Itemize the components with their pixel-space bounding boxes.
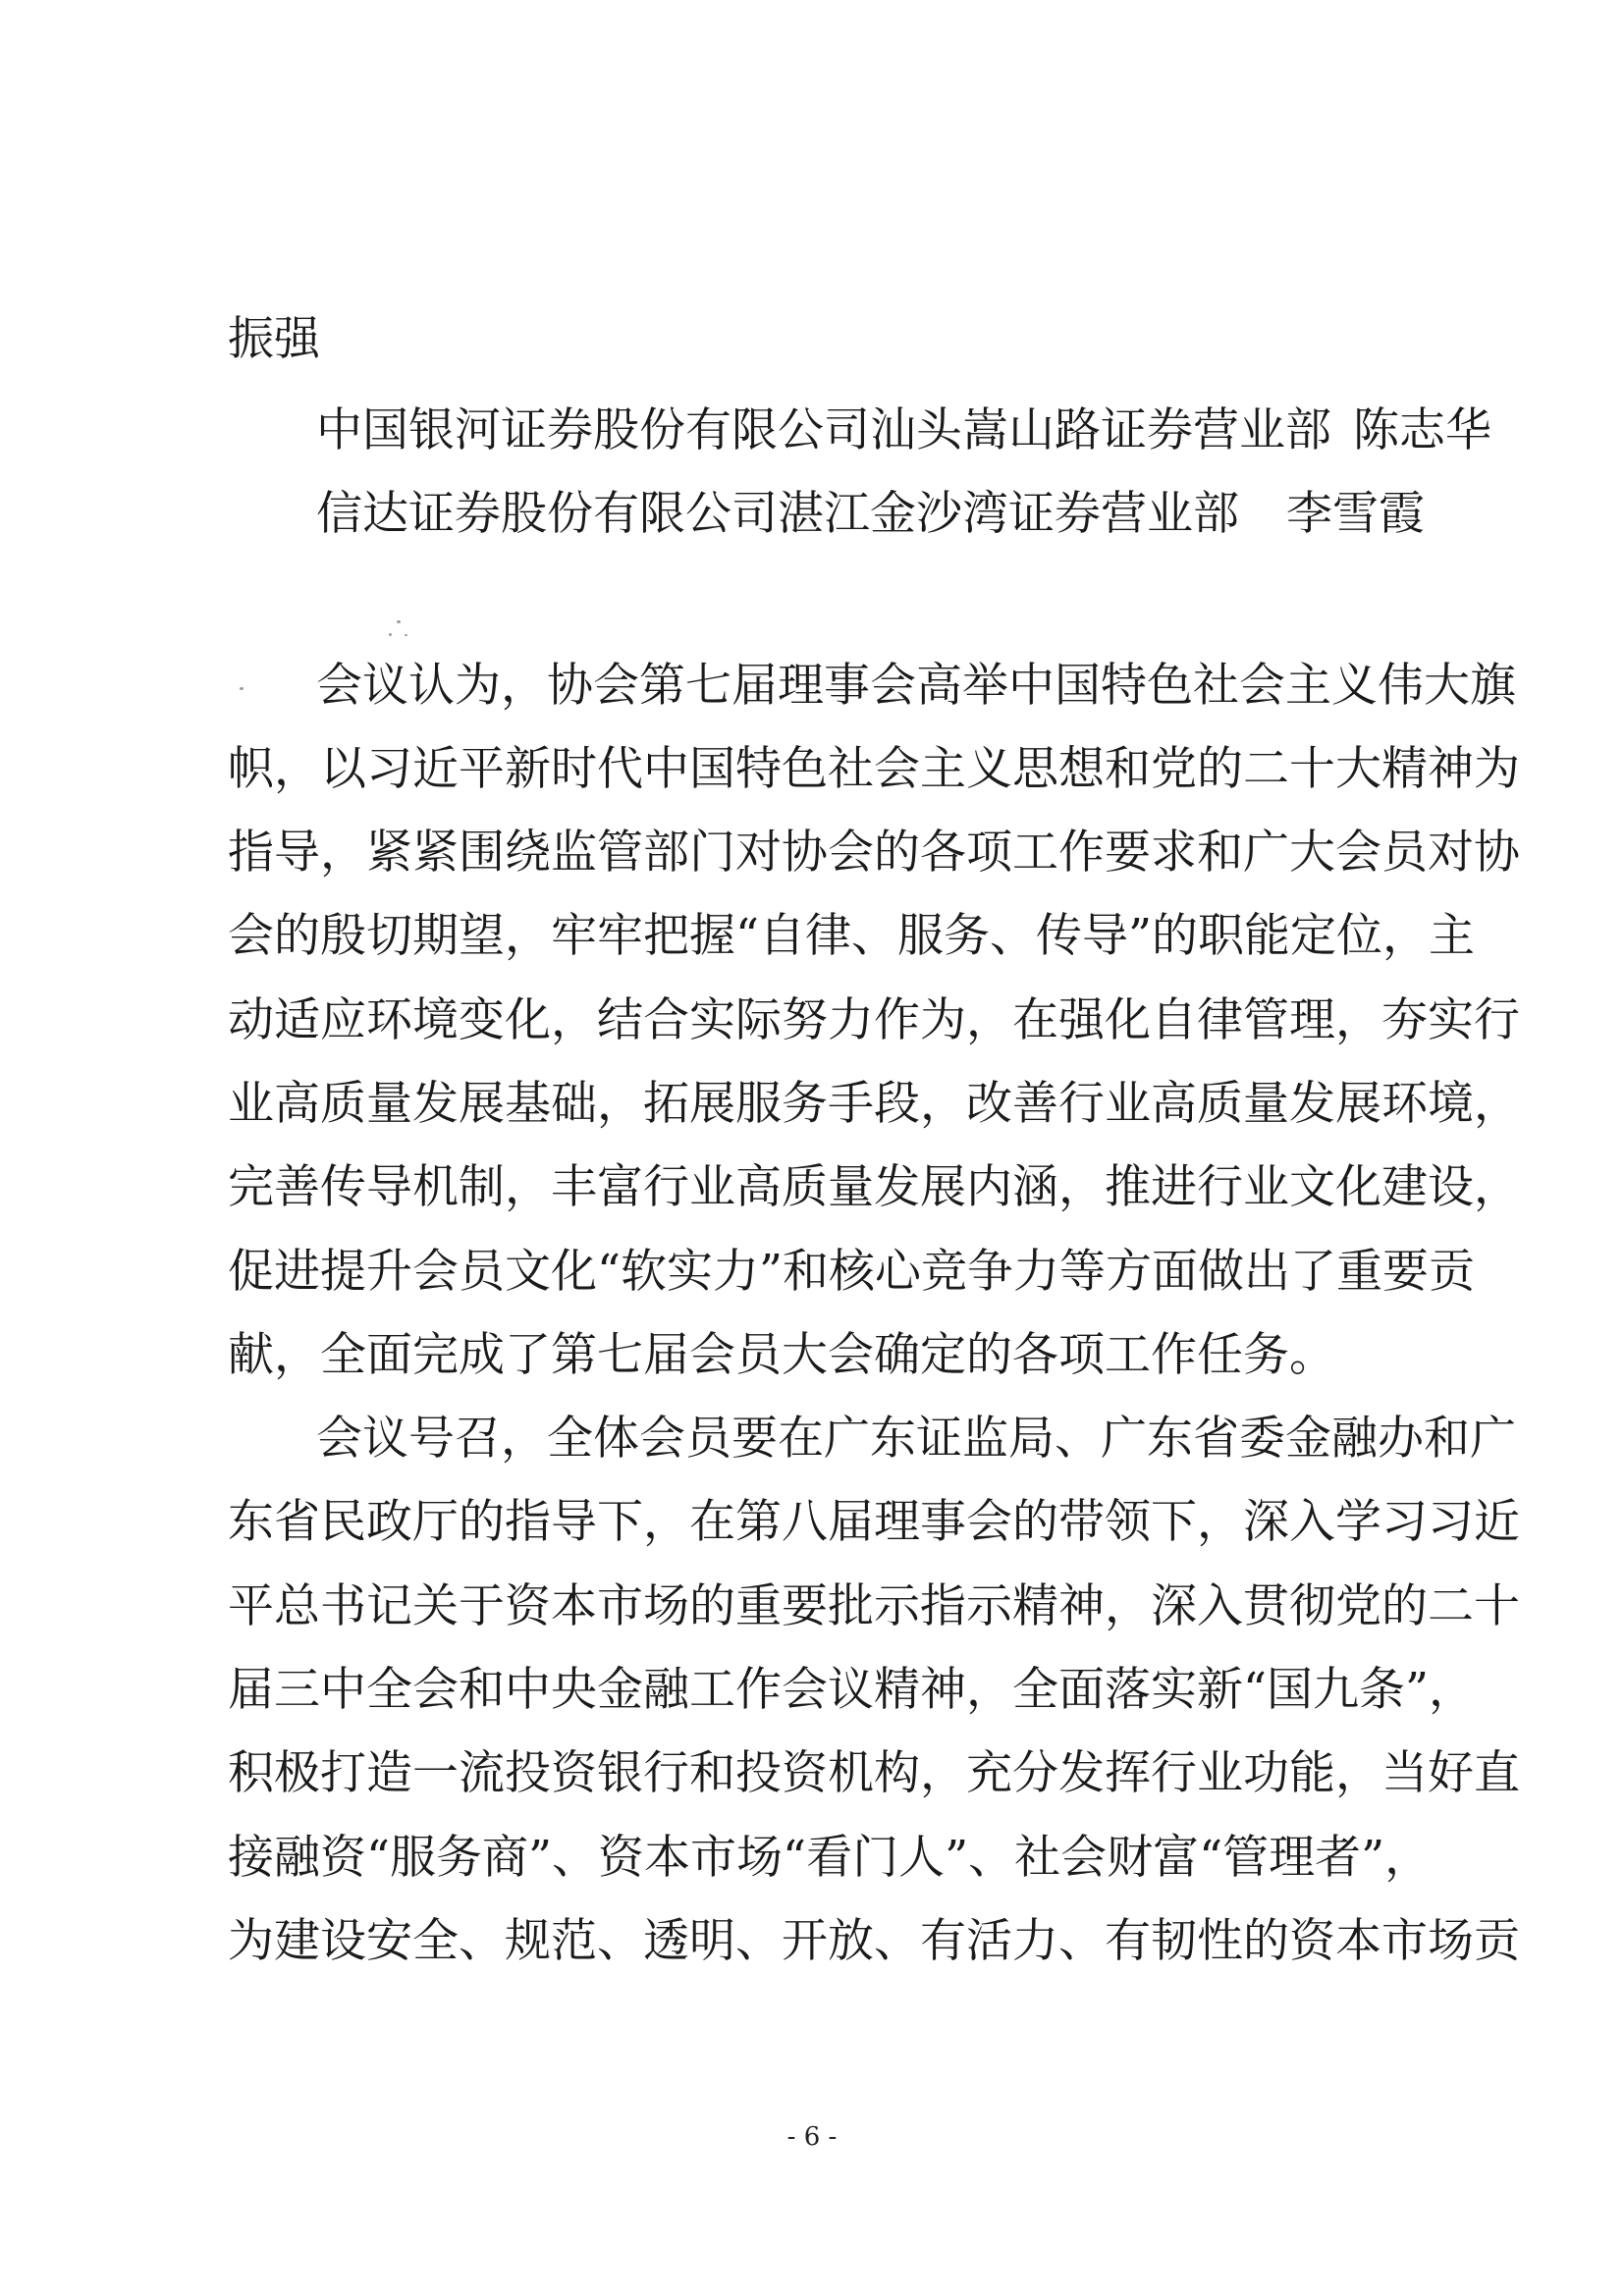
paragraph-line: 指导，紧紧围绕监管部门对协会的各项工作要求和广大会员对协 <box>228 826 1520 880</box>
paragraph-line: 帜，以习近平新时代中国特色社会主义思想和党的二十大精神为 <box>228 742 1520 796</box>
page-number: - 6 - <box>786 2122 838 2152</box>
paragraph-line: 完善传导机制，丰富行业高质量发展内涵，推进行业文化建设， <box>228 1160 1520 1214</box>
paragraph-line: 为建设安全、规范、透明、开放、有活力、有韧性的资本市场贡 <box>228 1914 1520 1968</box>
org-name: 中国银河证券股份有限公司汕头嵩山路证券营业部 <box>316 403 1331 457</box>
paragraph-line: 会议号召，全体会员要在广东证监局、广东省委金融办和广 <box>316 1412 1516 1466</box>
paragraph-line: 接融资“服务商”、资本市场“看门人”、社会财富“管理者”， <box>228 1831 1432 1885</box>
paragraph-line: 献，全面完成了第七届会员大会确定的各项工作任务。 <box>228 1328 1335 1382</box>
org-line-2 <box>316 487 1425 541</box>
paragraph-line: 动适应环境变化，结合实际努力作为，在强化自律管理，夯实行 <box>228 993 1520 1047</box>
paragraph-line: 会的殷切期望，牢牢把握“自律、服务、传导”的职能定位，主 <box>228 909 1476 963</box>
paragraph-line: 积极打造一流投资银行和投资机构，充分发挥行业功能，当好直 <box>228 1746 1520 1800</box>
name-fragment: 振强 <box>228 312 320 366</box>
person-name: 陈志华 <box>1353 403 1491 457</box>
scan-speck <box>397 620 401 623</box>
scan-speck <box>240 687 244 690</box>
scan-speck <box>389 633 392 636</box>
org-line-1 <box>316 403 1491 457</box>
org-name: 信达证券股份有限公司湛江金沙湾证券营业部 <box>316 487 1239 541</box>
paragraph-line: 届三中全会和中央金融工作会议精神，全面落实新“国九条”， <box>228 1663 1476 1717</box>
scan-speck <box>405 634 407 636</box>
paragraph-line: 平总书记关于资本市场的重要批示指示精神，深入贯彻党的二十 <box>228 1579 1520 1633</box>
person-name: 李雪霞 <box>1286 487 1425 541</box>
paragraph-line: 会议认为，协会第七届理事会高举中国特色社会主义伟大旗 <box>316 659 1516 713</box>
paragraph-line: 促进提升会员文化“软实力”和核心竞争力等方面做出了重要贡 <box>228 1245 1476 1299</box>
paragraph-line: 东省民政厅的指导下，在第八届理事会的带领下，深入学习习近 <box>228 1495 1520 1549</box>
paragraph-line: 业高质量发展基础，拓展服务手段，改善行业高质量发展环境， <box>228 1077 1520 1131</box>
